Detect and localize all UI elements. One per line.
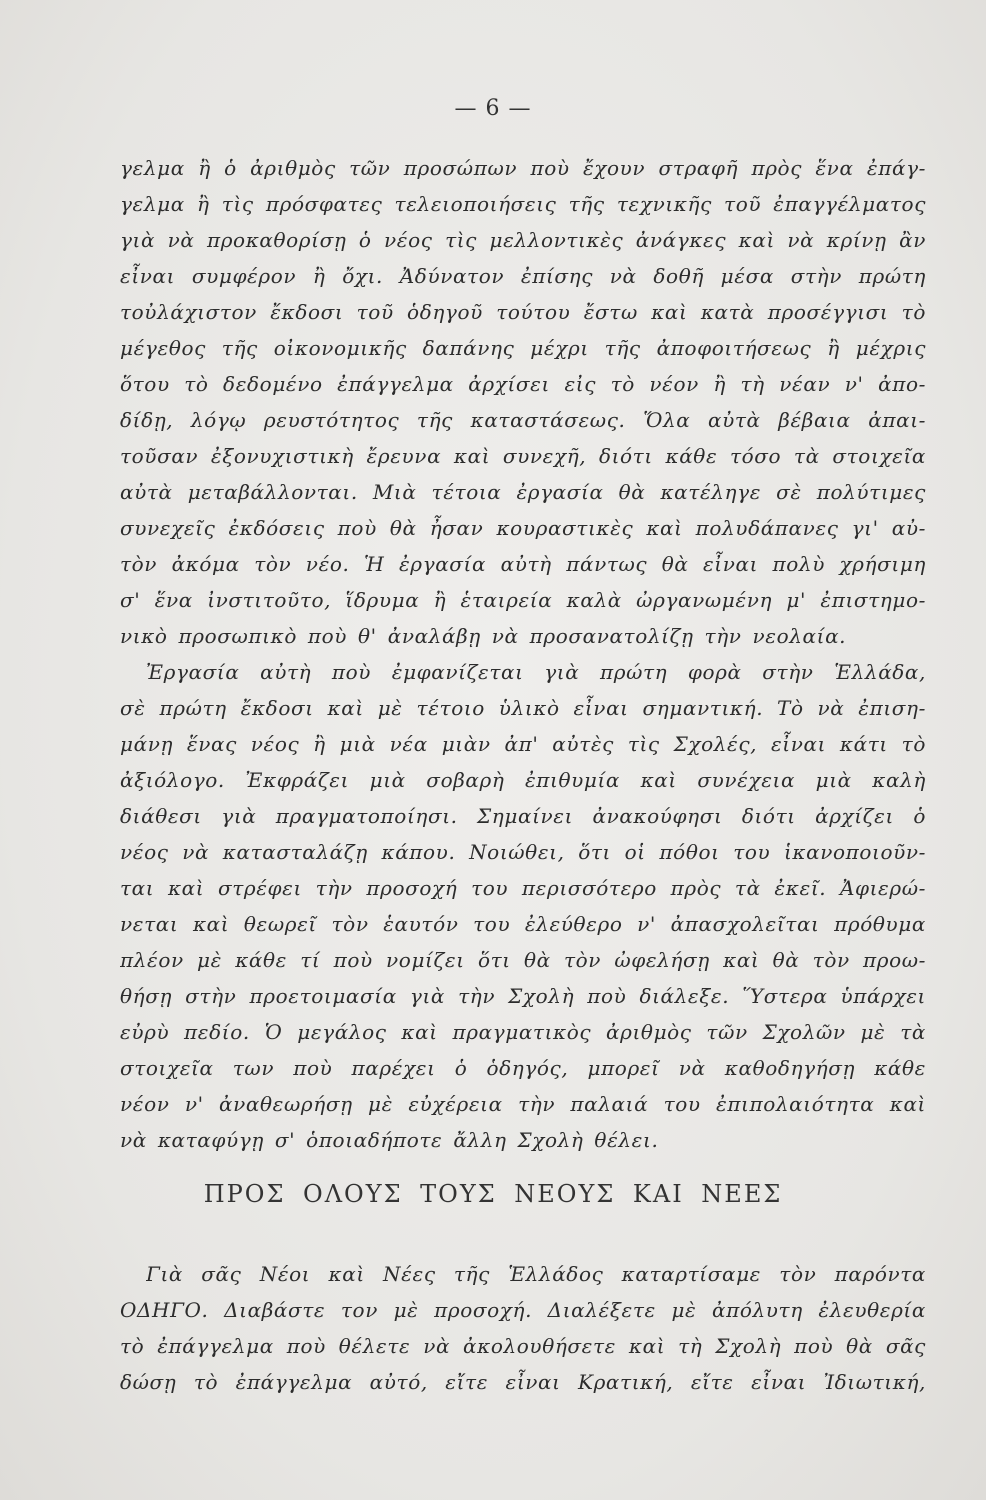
body-line: γιὰ νὰ προκαθορίσῃ ὁ νέος τὶς μελλοντικὲς ἀνάγκες καὶ νὰ κρίνῃ ἂν <box>120 228 926 252</box>
closing-line: ΟΔΗΓΟ. Διαβάστε τον μὲ προσοχή. Διαλέξετε μὲ ἀπόλυτη ἐλευθερία <box>120 1298 926 1322</box>
body-line: νέον ν' ἀναθεωρήσῃ μὲ εὐχέρεια τὴν παλαιά του ἐπιπολαιότητα καὶ <box>120 1092 926 1116</box>
body-line: γελμα ἢ ὁ ἀριθμὸς τῶν προσώπων ποὺ ἔχουν στραφῆ πρὸς ἕνα ἐπάγ- <box>120 156 926 180</box>
body-line: ἀξιόλογο. Ἐκφράζει μιὰ σοβαρὴ ἐπιθυμία καὶ συνέχεια μιὰ καλὴ <box>120 768 926 792</box>
body-line: συνεχεῖς ἐκδόσεις ποὺ θὰ ἦσαν κουραστικὲς καὶ πολυδάπανες γι' αὐ- <box>120 516 926 540</box>
closing-line: Γιὰ σᾶς Νέοι καὶ Νέες τῆς Ἑλλάδος καταρτίσαμε τὸν παρόντα <box>146 1262 926 1286</box>
body-line: αὐτὰ μεταβάλλονται. Μιὰ τέτοια ἐργασία θὰ κατέληγε σὲ πολύτιμες <box>120 480 926 504</box>
section-heading: ΠΡΟΣ ΟΛΟΥΣ ΤΟΥΣ ΝΕΟΥΣ ΚΑΙ ΝΕΕΣ <box>203 1180 783 1208</box>
body-line: τὸν ἀκόμα τὸν νέο. Ἡ ἐργασία αὐτὴ πάντως θὰ εἶναι πολὺ χρήσιμη <box>120 552 926 576</box>
body-line: νὰ καταφύγῃ σ' ὁποιαδήποτε ἄλλη Σχολὴ θέλει. <box>120 1128 659 1152</box>
page-number: — 6 — <box>454 96 532 121</box>
body-line: τοῦσαν ἐξονυχιστικὴ ἔρευνα καὶ συνεχῆ, διότι κάθε τόσο τὰ στοιχεῖα <box>120 444 926 468</box>
body-line: διάθεσι γιὰ πραγματοποίησι. Σημαίνει ἀνακούφησι διότι ἀρχίζει ὁ <box>120 804 926 828</box>
body-line: εἶναι συμφέρον ἢ ὄχι. Ἀδύνατον ἐπίσης νὰ δοθῆ μέσα στὴν πρώτη <box>120 264 926 288</box>
body-line: νικὸ προσωπικὸ ποὺ θ' ἀναλάβῃ νὰ προσανατολίζῃ τὴν νεολαία. <box>120 624 847 648</box>
closing-line: τὸ ἐπάγγελμα ποὺ θέλετε νὰ ἀκολουθήσετε καὶ τὴ Σχολὴ ποὺ θὰ σᾶς <box>120 1334 926 1358</box>
body-line: γελμα ἢ τὶς πρόσφατες τελειοποιήσεις τῆς τεχνικῆς τοῦ ἐπαγγέλματος <box>120 192 926 216</box>
body-line: σ' ἕνα ἰνστιτοῦτο, ἵδρυμα ἢ ἑταιρεία καλὰ ὠργανωμένη μ' ἐπιστημο- <box>120 588 926 612</box>
body-line: τοὐλάχιστον ἔκδοσι τοῦ ὁδηγοῦ τούτου ἔστω καὶ κατὰ προσέγγισι τὸ <box>120 300 926 324</box>
closing-line: δώσῃ τὸ ἐπάγγελμα αὐτό, εἴτε εἶναι Κρατική, εἴτε εἶναι Ἰδιωτική, <box>120 1370 926 1394</box>
body-line: μάνῃ ἕνας νέος ἢ μιὰ νέα μιὰν ἀπ' αὐτὲς τὶς Σχολές, εἶναι κάτι τὸ <box>120 732 926 756</box>
body-line: Ἐργασία αὐτὴ ποὺ ἐμφανίζεται γιὰ πρώτη φορὰ στὴν Ἑλλάδα, <box>146 660 926 684</box>
body-line: σὲ πρώτη ἔκδοσι καὶ μὲ τέτοιο ὑλικὸ εἶναι σημαντική. Τὸ νὰ ἐπιση- <box>120 696 926 720</box>
body-line: νέος νὰ κατασταλάζῃ κάπου. Νοιώθει, ὅτι οἱ πόθοι του ἱκανοποιοῦν- <box>120 840 926 864</box>
body-line: θήσῃ στὴν προετοιμασία γιὰ τὴν Σχολὴ ποὺ διάλεξε. Ὕστερα ὑπάρχει <box>120 984 926 1008</box>
body-line: ὅτου τὸ δεδομένο ἐπάγγελμα ἀρχίσει εἰς τὸ νέον ἢ τὴ νέαν ν' ἀπο- <box>120 372 926 396</box>
body-line: νεται καὶ θεωρεῖ τὸν ἑαυτόν του ἐλεύθερο ν' ἀπασχολεῖται πρόθυμα <box>120 912 926 936</box>
body-line: δίδῃ, λόγῳ ρευστότητος τῆς καταστάσεως. Ὅλα αὐτὰ βέβαια ἀπαι- <box>120 408 926 432</box>
body-line: μέγεθος τῆς οἰκονομικῆς δαπάνης μέχρι τῆς ἀποφοιτήσεως ἢ μέχρις <box>120 336 926 360</box>
body-line: εὐρὺ πεδίο. Ὁ μεγάλος καὶ πραγματικὸς ἀριθμὸς τῶν Σχολῶν μὲ τὰ <box>120 1020 926 1044</box>
body-line: πλέον μὲ κάθε τί ποὺ νομίζει ὅτι θὰ τὸν ὠφελήσῃ καὶ θὰ τὸν προω- <box>120 948 926 972</box>
body-line: στοιχεῖα των ποὺ παρέχει ὁ ὁδηγός, μπορεῖ νὰ καθοδηγήσῃ κάθε <box>120 1056 926 1080</box>
body-line: ται καὶ στρέφει τὴν προσοχή του περισσότερο πρὸς τὰ ἐκεῖ. Ἀφιερώ- <box>120 876 926 900</box>
